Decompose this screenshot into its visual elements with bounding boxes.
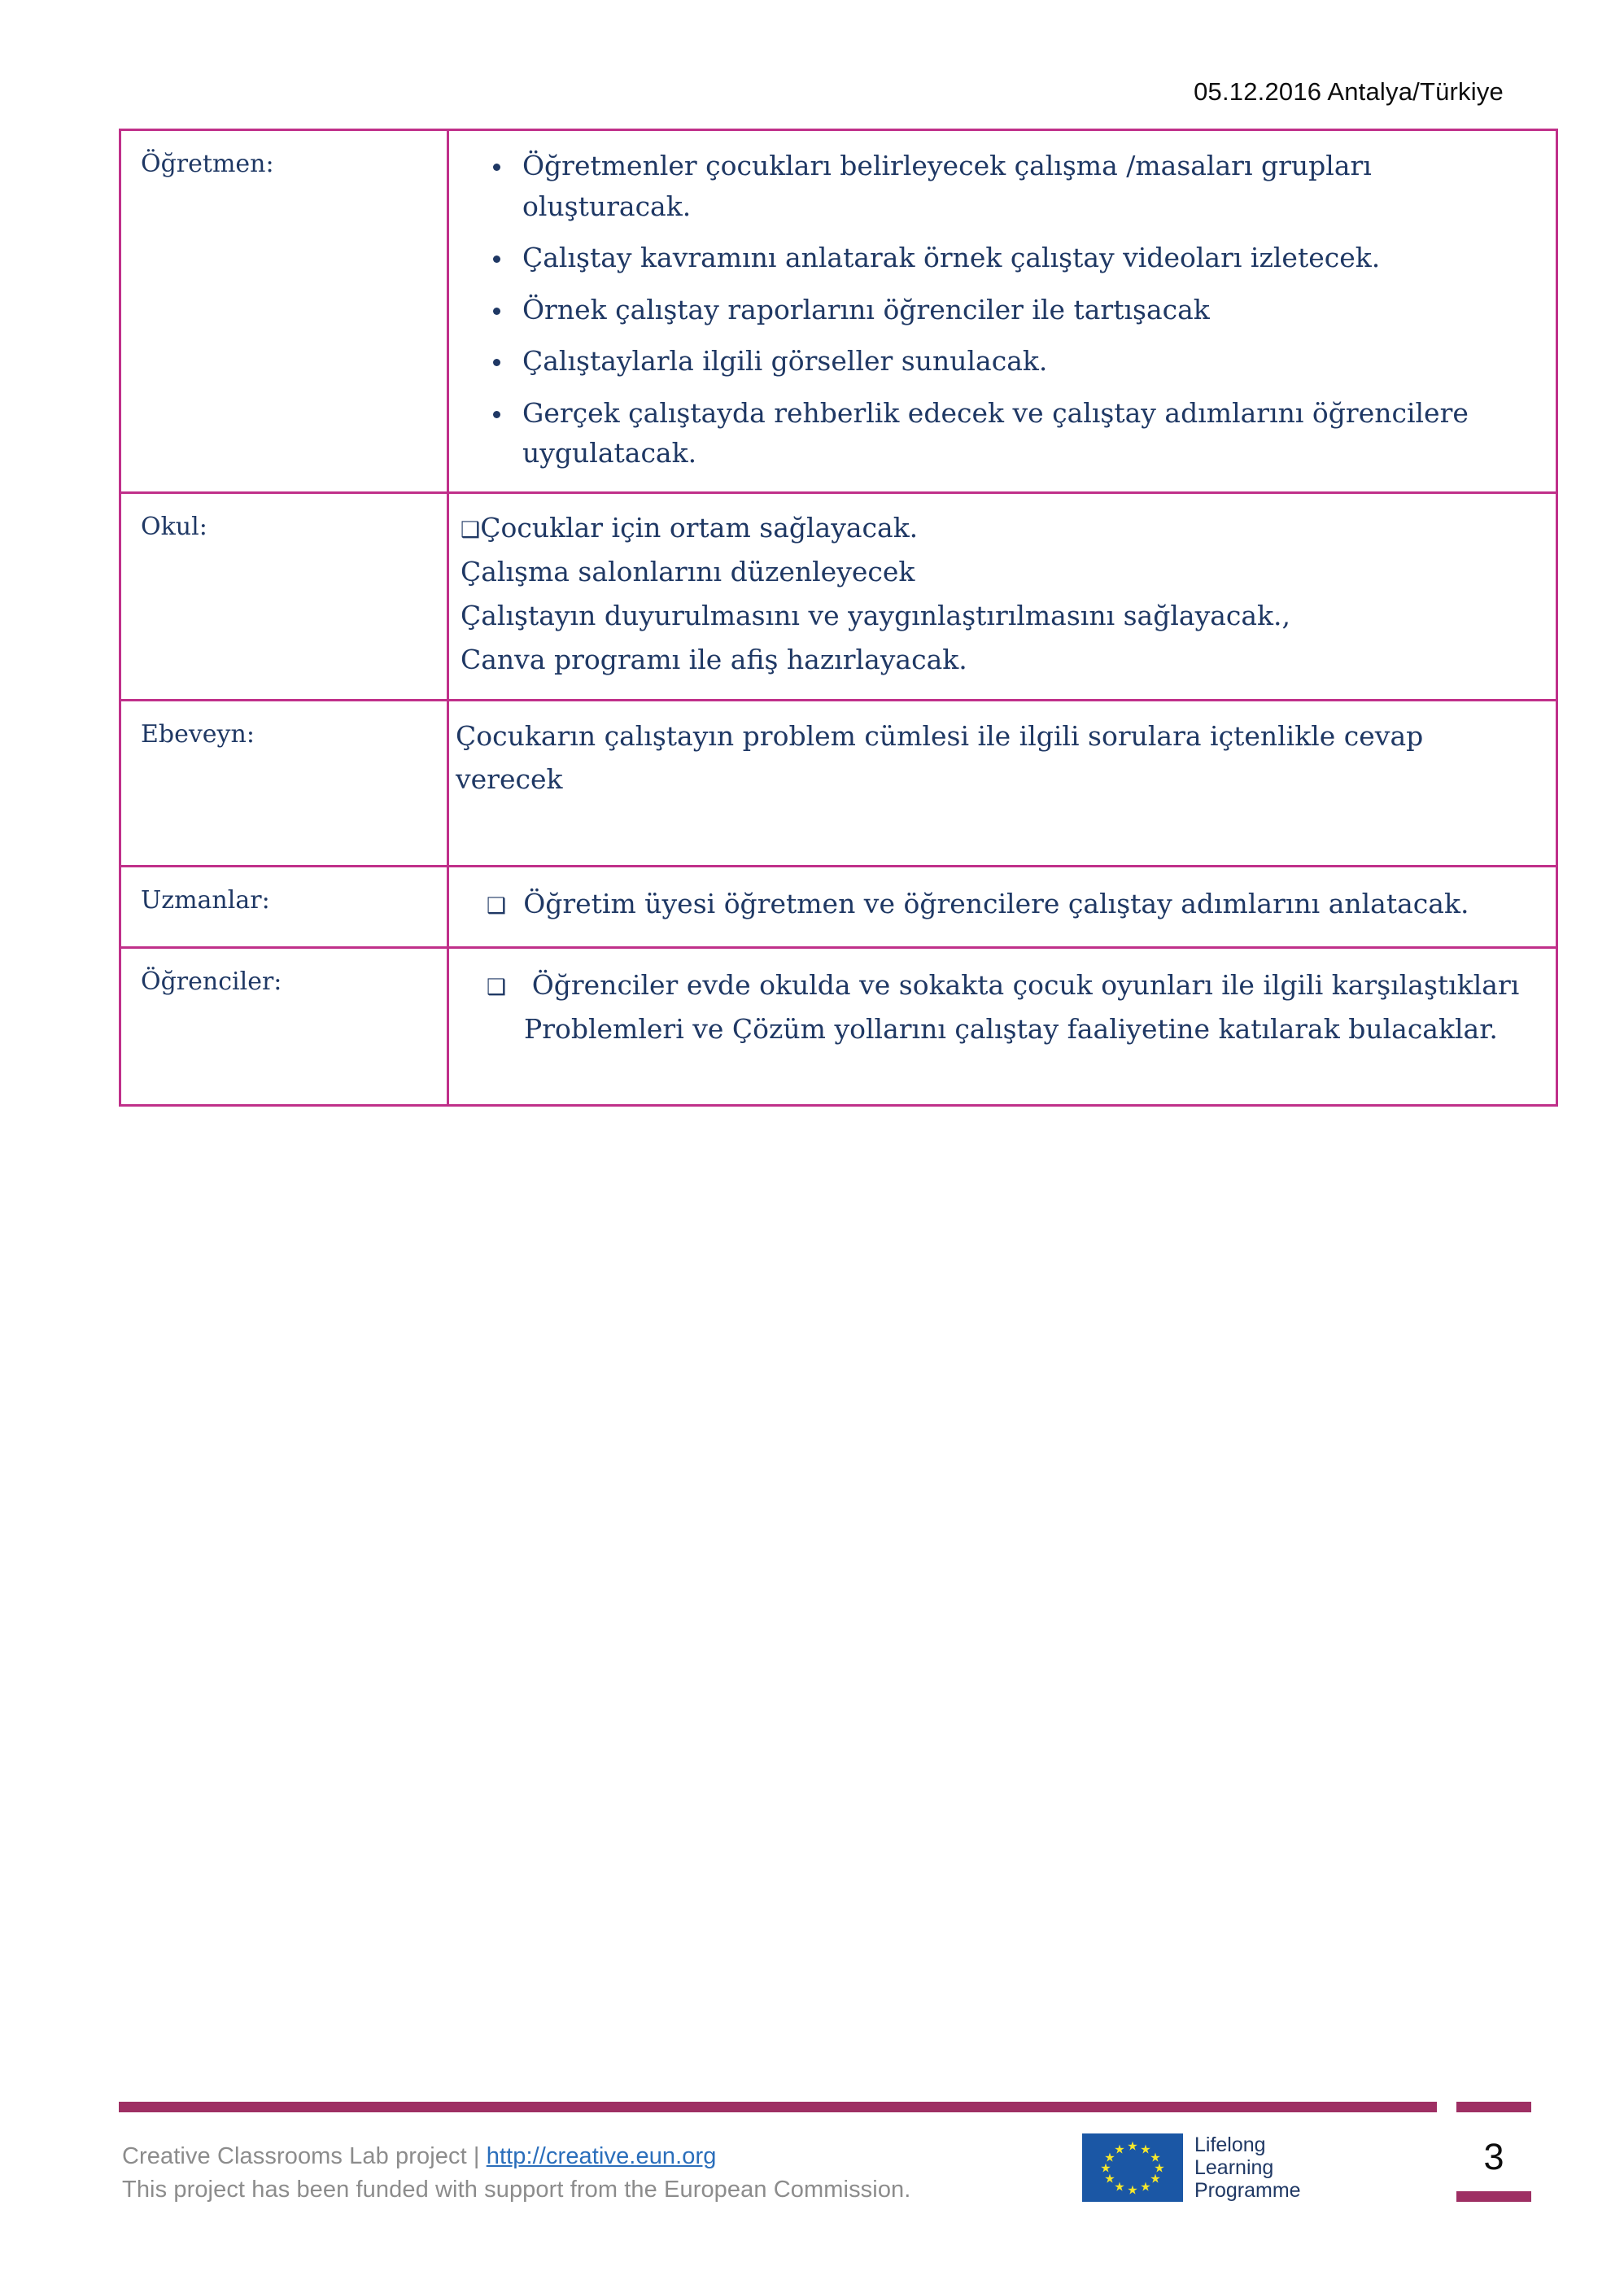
list-item: Çalışma salonlarını düzenleyecek xyxy=(461,555,915,587)
missing-glyph-box-icon: ❑ xyxy=(461,517,481,543)
uzmanlar-text: Öğretim üyesi öğretmen ve öğrencilere çalıştay adımlarını anlatacak. xyxy=(523,887,1469,919)
table-row-ogretmen xyxy=(120,130,1557,493)
list-item: Örnek çalıştay raporlarını öğrenciler ile tartışacak xyxy=(467,290,1538,330)
eu-star-icon: ★ xyxy=(1104,2172,1115,2186)
missing-glyph-box-icon: ❑ xyxy=(487,893,507,919)
list-item xyxy=(461,507,1538,549)
page-number-bottom-bar xyxy=(1456,2191,1531,2202)
page-number-block xyxy=(1456,2102,1531,2202)
uzmanlar-text-line xyxy=(487,882,1538,925)
eu-star-icon: ★ xyxy=(1150,2172,1161,2186)
page-number-top-bar xyxy=(1456,2102,1531,2112)
row-body-cell-ogretmen xyxy=(448,130,1557,493)
eu-star-icon: ★ xyxy=(1104,2151,1115,2165)
row-label-uzmanlar: Uzmanlar: xyxy=(141,885,270,915)
eu-logo-line-3: Programme xyxy=(1194,2179,1301,2202)
eu-star-icon: ★ xyxy=(1154,2161,1165,2176)
footer-divider-rule xyxy=(119,2102,1437,2112)
row-body-cell-ebeveyn xyxy=(448,701,1557,867)
list-item: Gerçek çalıştayda rehberlik edecek ve çalıştay adımlarını öğrencilere uygulatacak. xyxy=(467,393,1538,474)
footer-text-block xyxy=(122,2140,910,2207)
row-label-cell-ogretmen xyxy=(120,130,448,493)
list-item: Canva programı ile afiş hazırlayacak. xyxy=(461,643,967,675)
row-label-cell-ebeveyn xyxy=(120,701,448,867)
table-row-ebeveyn xyxy=(120,701,1557,867)
list-item-text: Çocuklar için ortam sağlayacak. xyxy=(480,511,919,544)
page-header-date-location: 05.12.2016 Antalya/Türkiye xyxy=(1194,77,1504,106)
eu-star-icon: ★ xyxy=(1114,2142,1125,2157)
row-body-cell-uzmanlar xyxy=(448,866,1557,947)
eu-star-icon: ★ xyxy=(1114,2180,1125,2194)
page-number: 3 xyxy=(1483,2136,1504,2177)
table-row-okul xyxy=(120,492,1557,701)
eu-logo-wordmark xyxy=(1194,2133,1301,2202)
footer-funding-note: This project has been funded with support from the European Commission. xyxy=(122,2177,911,2203)
responsibilities-table xyxy=(119,129,1558,1107)
footer-project-line xyxy=(122,2140,910,2173)
ebeveyn-text: Çocukarın çalıştayın problem cümlesi ile ilgili sorulara içtenlikle cevap verecek xyxy=(456,720,1424,796)
eu-star-icon: ★ xyxy=(1140,2180,1151,2194)
eu-star-icon: ★ xyxy=(1150,2151,1161,2165)
table-row-uzmanlar xyxy=(120,866,1557,947)
eu-lifelong-learning-logo xyxy=(1082,2133,1301,2202)
list-item: Çalıştayın duyurulmasını ve yaygınlaştırılmasını sağlayacak., xyxy=(461,599,1291,631)
row-label-ogretmen: Öğretmen: xyxy=(141,150,274,178)
row-label-ogrenciler: Öğrenciler: xyxy=(141,967,282,997)
eu-star-icon: ★ xyxy=(1140,2142,1151,2157)
list-item: Öğretmenler çocukları belirleyecek çalışma /masaları grupları oluşturacak. xyxy=(467,146,1538,226)
eu-flag-icon xyxy=(1082,2133,1183,2202)
footer-project-prefix: Creative Classrooms Lab project | xyxy=(122,2143,487,2169)
eu-star-icon: ★ xyxy=(1127,2183,1138,2198)
row-body-cell-ogrenciler xyxy=(448,948,1557,1106)
row-body-cell-okul xyxy=(448,492,1557,701)
list-item: Çalıştay kavramını anlatarak örnek çalıştay videoları izletecek. xyxy=(467,238,1538,278)
ogrenciler-text: Öğrenciler evde okulda ve sokakta çocuk oyunları ile ilgili karşılaştıkları Problemleri ve Çözüm yollarını çalıştay faaliyetine katılarak bulacaklar. xyxy=(524,969,1520,1045)
okul-line-list xyxy=(449,494,1556,700)
missing-glyph-box-icon: ❑ xyxy=(487,975,507,1001)
row-label-cell-ogrenciler xyxy=(120,948,448,1106)
row-label-ebeveyn: Ebeveyn: xyxy=(141,720,255,749)
eu-logo-line-1: Lifelong xyxy=(1194,2133,1266,2156)
footer-project-link[interactable]: http://creative.eun.org xyxy=(486,2143,717,2169)
list-item: Çalıştaylarla ilgili görseller sunulacak. xyxy=(467,341,1538,382)
eu-star-icon: ★ xyxy=(1127,2139,1138,2154)
row-label-okul: Okul: xyxy=(141,512,207,541)
ogretmen-bullet-list xyxy=(467,146,1538,474)
row-label-cell-uzmanlar xyxy=(120,866,448,947)
ogrenciler-text-line xyxy=(487,963,1538,1050)
eu-logo-line-2: Learning xyxy=(1194,2156,1274,2179)
table-row-ogrenciler xyxy=(120,948,1557,1106)
eu-star-icon: ★ xyxy=(1100,2161,1111,2176)
row-label-cell-okul xyxy=(120,492,448,701)
